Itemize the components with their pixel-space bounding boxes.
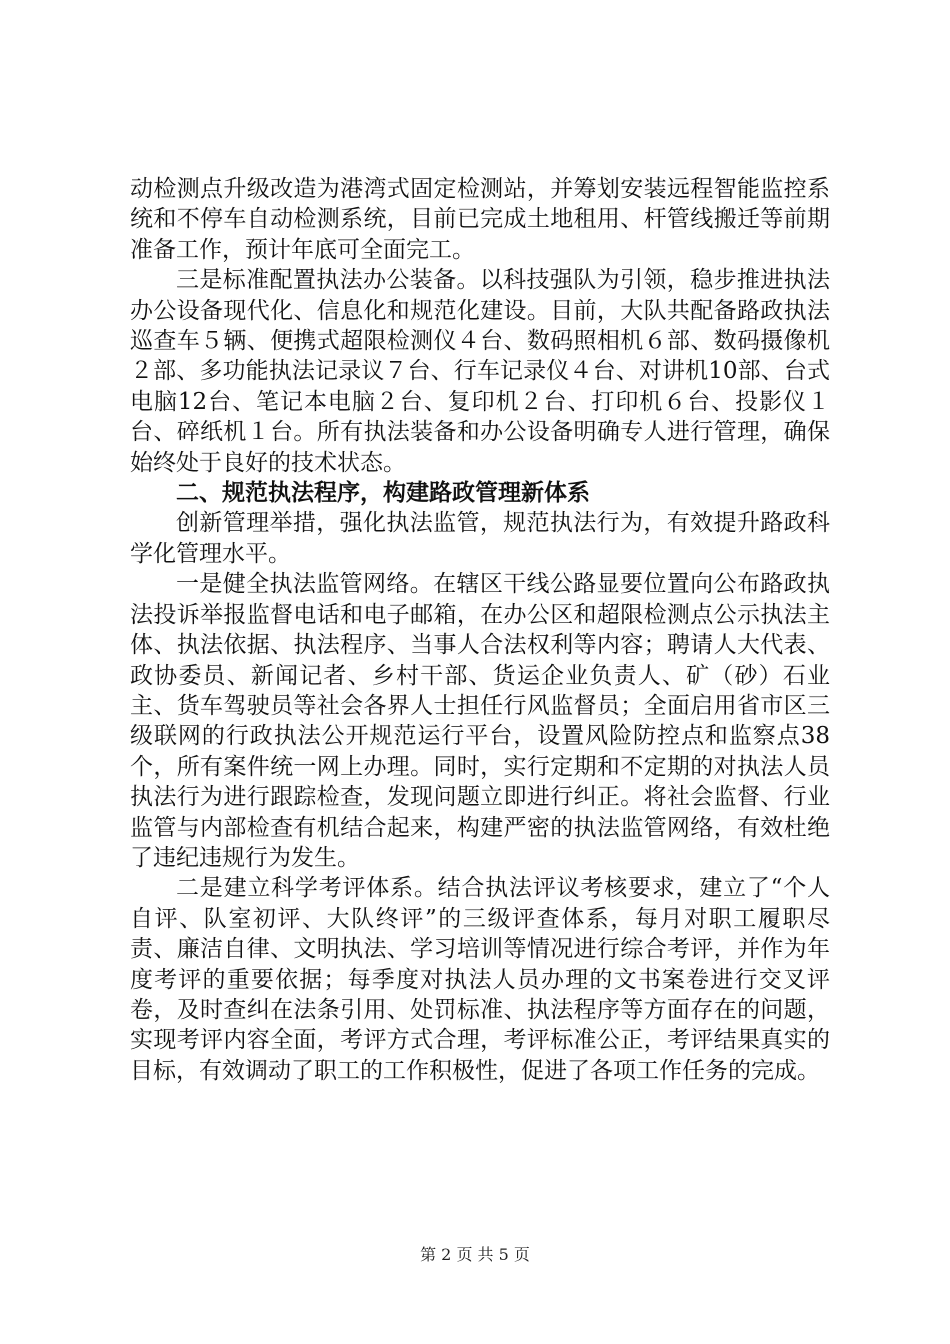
- paragraph-continuation: 动检测点升级改造为港湾式固定检测站，并筹划安装远程智能监控系统和不停车自动检测系统，目前已完成土地租用、杆管线搬迁等前期准备工作，预计年底可全面完工。: [130, 176, 830, 263]
- paragraph-evaluation-system: 二是建立科学考评体系。结合执法评议考核要求，建立了“个人自评、队室初评、大队终评”的三级评查体系，每月对职工履职尽责、廉洁自律、文明执法、学习培训等情况进行综合考评，并作为年度考评的重要依据；每季度对执法人员办理的文书案卷进行交叉评卷，及时查纠在法条引用、处罚标准、执法程序等方面存在的问题，实现考评内容全面，考评方式合理，考评标准公正，考评结果真实的目标，有效调动了职工的工作积极性，促进了各项工作任务的完成。: [130, 875, 830, 1084]
- paragraph-supervision-network: 一是健全执法监管网络。在辖区干线公路显要位置向公布路政执法投诉举报监督电话和电子邮箱，在办公区和超限检测点公示执法主体、执法依据、执法程序、当事人合法权利等内容；聘请人大代表、政协委员、新闻记者、乡村干部、货运企业负责人、矿（砂）石业主、货车驾驶员等社会各界人士担任行风监督员；全面启用省市区三级联网的行政执法公开规范运行平台，设置风险防控点和监察点38个，所有案件统一网上办理。同时，实行定期和不定期的对执法人员执法行为进行跟踪检查，发现问题立即进行纠正。将社会监督、行业监管与内部检查有机结合起来，构建严密的执法监管网络，有效杜绝了违纪违规行为发生。: [130, 571, 830, 871]
- paragraph-equipment: 三是标准配置执法办公装备。以科技强队为引领，稳步推进执法办公设备现代化、信息化和规范化建设。目前，大队共配备路政执法巡查车５辆、便携式超限检测仪４台、数码照相机６部、数码摄像机２部、多功能执法记录议７台、行车记录仪４台、对讲机10部、台式电脑12台、笔记本电脑２台、复印机２台、打印机６台、投影仪１台、碎纸机１台。所有执法装备和办公设备明确专人进行管理，确保始终处于良好的技术状态。: [130, 267, 830, 476]
- document-body: [130, 174, 830, 1086]
- page-footer: 第 2 页 共 5 页: [420, 1245, 530, 1264]
- paragraph-intro: 创新管理举措，强化执法监管，规范执法行为，有效提升路政科学化管理水平。: [130, 510, 830, 567]
- section-heading: 二、规范执法程序，构建路政管理新体系: [176, 480, 590, 507]
